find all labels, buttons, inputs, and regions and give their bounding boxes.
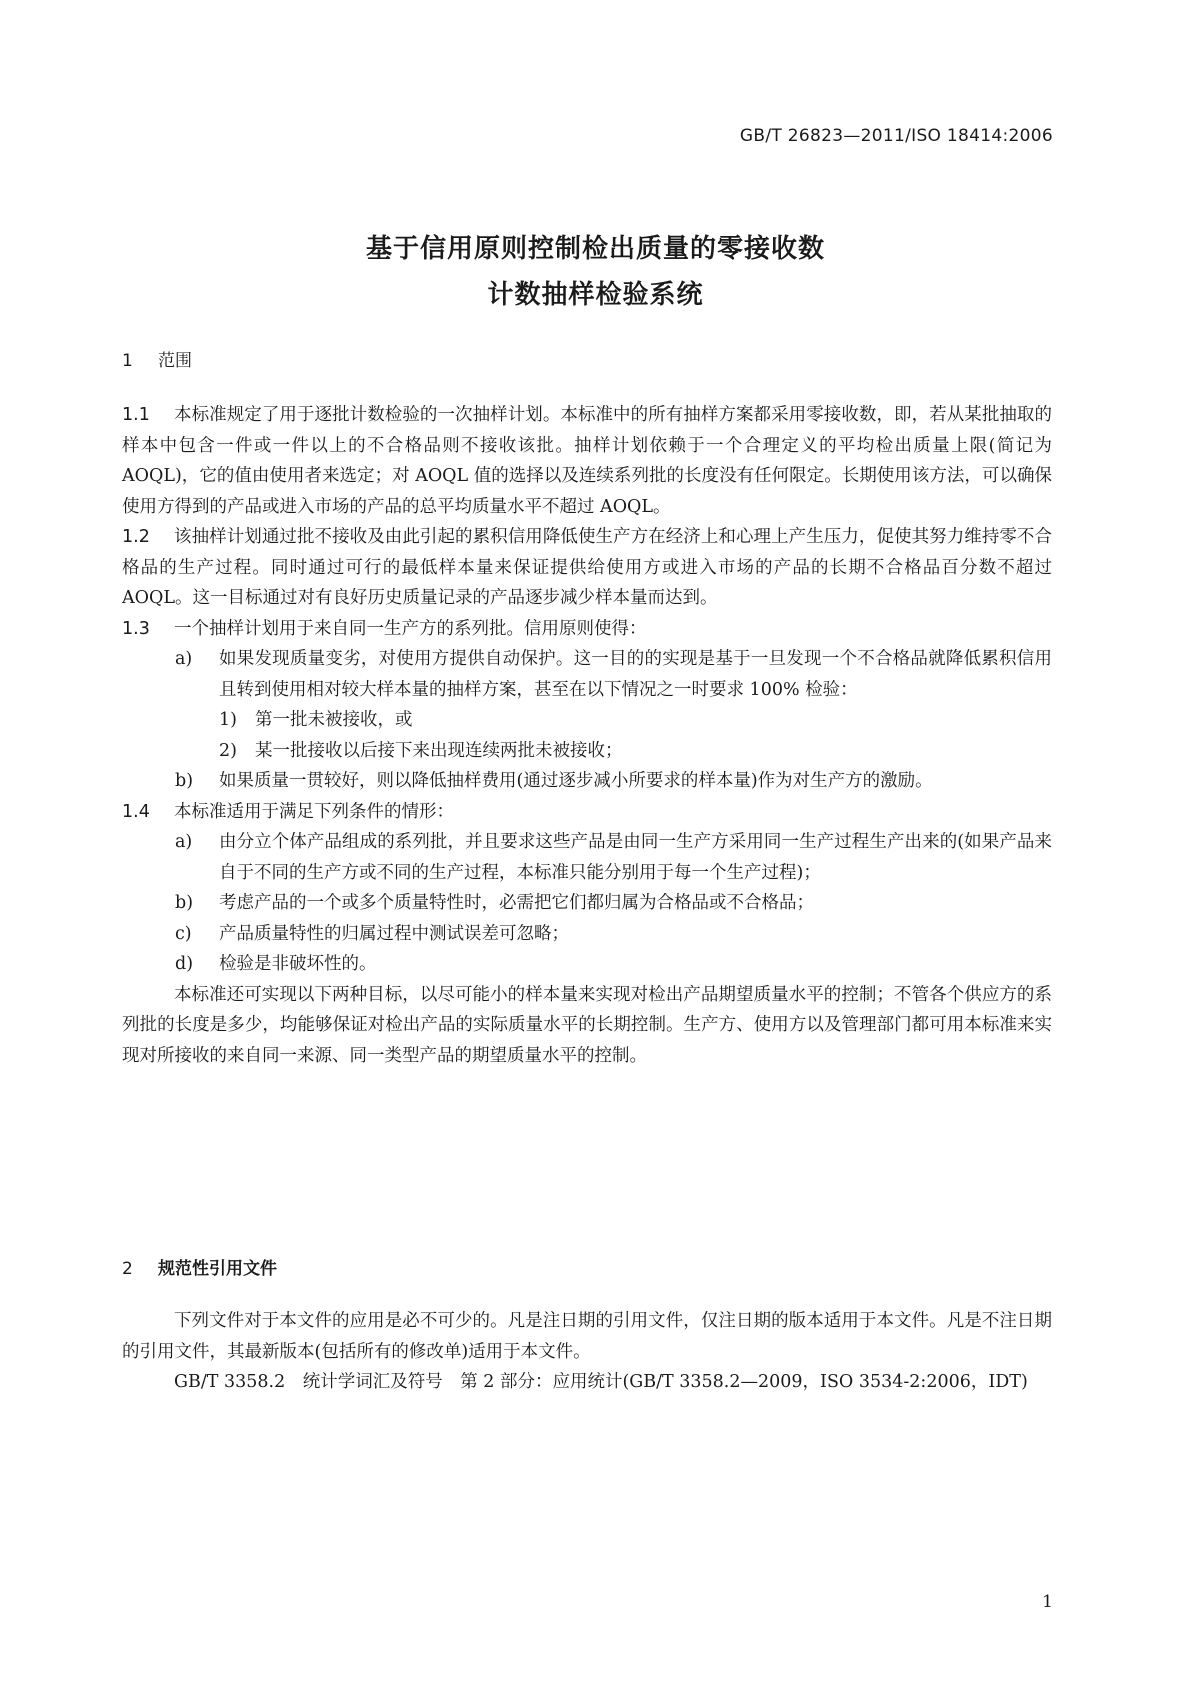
item-label: a): [175, 649, 193, 669]
item-text: 如果质量一贯较好，则以降低抽样费用(通过逐步减小所要求的样本量)作为对生产方的激励。: [219, 771, 933, 791]
item-label: d): [175, 954, 194, 974]
clause-text: 一个抽样计划用于来自同一生产方的系列批。信用原则使得：: [174, 618, 647, 639]
item-text: 产品质量特性的归属过程中测试误差可忽略；: [219, 923, 569, 944]
sub-list-item: [122, 705, 1052, 736]
list-item: [122, 888, 1052, 919]
section-1-body: [122, 400, 1052, 1071]
clause-1-3: [122, 614, 1052, 645]
list-item: [122, 644, 1052, 705]
item-label: c): [175, 923, 192, 944]
clause-text: 该抽样计划通过批不接收及由此引起的累积信用降低使生产方在经济上和心理上产生压力，促使其努力维持零不合格品的生产过程。同时通过可行的最低样本量来保证提供给使用方或进入市场的产品的长期不合格品百分数不超过 AOQL。这一目标通过对有良好历史质量记录的产品逐步减少样本量而达到。: [122, 527, 1052, 608]
document-title-line-2: 计数抽样检验系统: [487, 280, 704, 310]
clause-1-4: [122, 797, 1052, 828]
clause-text: 本标准适用于满足下列条件的情形：: [174, 801, 454, 822]
clause-number: 1.3: [122, 618, 150, 639]
section-2-heading: [122, 1254, 277, 1279]
item-text: 第一批未被接收，或: [255, 710, 413, 730]
section-title: 规范性引用文件: [158, 1259, 277, 1279]
clause-text: 本标准规定了用于逐批计数检验的一次抽样计划。本标准中的所有抽样方案都采用零接收数，即，若从某批抽取的样本中包含一件或一件以上的不合格品则不接收该批。抽样计划依赖于一个合理定义的平均检出质量上限(简记为 AOQL)，它的值由使用者来选定；对 AOQL 值的选择以及连续系列批的长度没有任何限定。长期使用该方法，可以确保使用方得到的产品或进入市场的产品的总平均质量水平不超过 AOQL。: [122, 405, 1052, 517]
item-text: 某一批接收以后接下来出现连续两批未被接收；: [255, 740, 623, 761]
closing-paragraph: 本标准还可实现以下两种目标，以尽可能小的样本量来实现对检出产品期望质量水平的控制；不管各个供应方的系列批的长度是多少，均能够保证对检出产品的实际质量水平的长期控制。生产方、使用方以及管理部门都可用本标准来实现对所接收的来自同一来源、同一类型产品的期望质量水平的控制。: [122, 984, 1052, 1066]
list-item: [122, 827, 1052, 888]
item-label: b): [175, 893, 194, 913]
item-text: 由分立个体产品组成的系列批，并且要求这些产品是由同一生产方采用同一生产过程生产出来的(如果产品来自于不同的生产方或不同的生产过程，本标准只能分别用于每一个生产过程)；: [219, 832, 1052, 883]
item-label: b): [175, 771, 194, 791]
page-number: 1: [1042, 1592, 1053, 1612]
list-item: [122, 766, 1052, 797]
clause-number: 1.4: [122, 801, 150, 822]
clause-1-2: [122, 522, 1052, 614]
clause-1-1: [122, 400, 1052, 522]
clause-number: 1.2: [122, 527, 150, 547]
section-number: 2: [122, 1259, 133, 1279]
standard-number-header: GB/T 26823—2011/ISO 18414:2006: [739, 126, 1053, 146]
item-label: 2): [219, 740, 237, 761]
normative-reference: GB/T 3358.2 统计学词汇及符号 第 2 部分：应用统计(GB/T 3358.2—2009，ISO 3534-2:2006，IDT): [174, 1372, 1028, 1392]
clause-number: 1.1: [122, 405, 150, 425]
list-item: [122, 919, 1052, 950]
item-label: a): [175, 832, 193, 852]
section-1-heading: [122, 346, 192, 371]
normative-intro: 下列文件对于本文件的应用是必不可少的。凡是注日期的引用文件，仅注日期的版本适用于本文件。凡是不注日期的引用文件，其最新版本(包括所有的修改单)适用于本文件。: [122, 1311, 1052, 1362]
item-text: 如果发现质量变劣，对使用方提供自动保护。这一目的的实现是基于一旦发现一个不合格品就降低累积信用且转到使用相对较大样本量的抽样方案，甚至在以下情况之一时要求 100% 检验：: [219, 649, 1052, 700]
sub-list-item: [122, 736, 1052, 767]
document-title-line-1: 基于信用原则控制检出质量的零接收数: [365, 234, 825, 264]
item-text: 考虑产品的一个或多个质量特性时，必需把它们都归属为合格品或不合格品；: [219, 893, 814, 913]
section-number: 1: [122, 351, 133, 371]
list-item: [122, 949, 1052, 980]
item-label: 1): [219, 710, 237, 730]
section-title: 范围: [158, 351, 192, 371]
item-text: 检验是非破坏性的。: [219, 954, 377, 974]
section-2-body: [122, 1306, 1052, 1398]
